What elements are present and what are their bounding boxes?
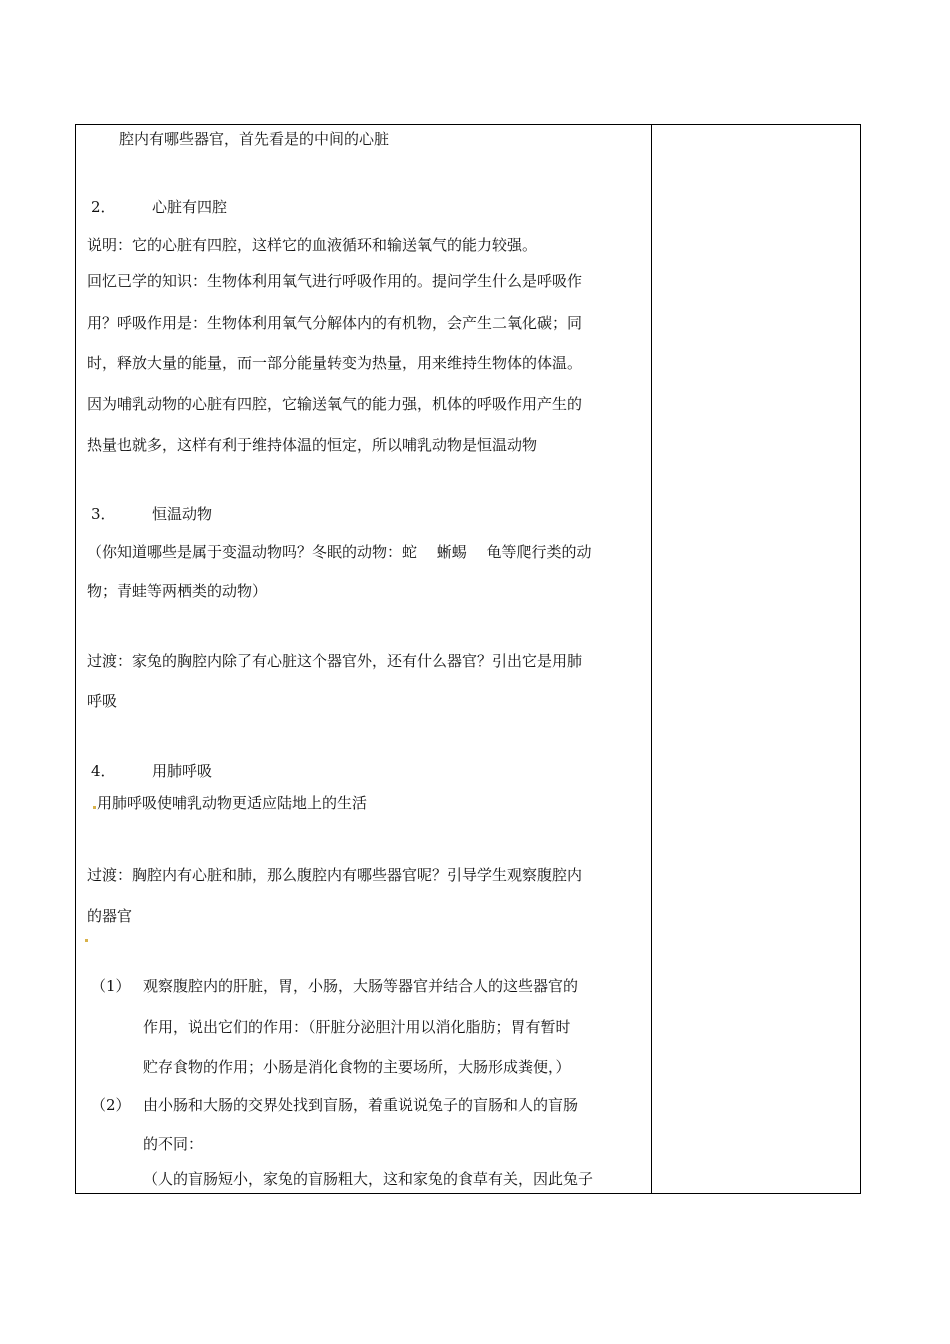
item-number: 2． [91, 198, 116, 216]
text-line: 呼吸 [87, 692, 118, 710]
text-line: （你知道哪些是属于变温动物吗？冬眠的动物：蛇 蜥蜴 龟等爬行类的动 [87, 543, 592, 561]
text-line: 观察腹腔内的肝脏，胃，小肠，大肠等器官并结合人的这些器官的 [143, 977, 579, 995]
text-line: 时，释放大量的能量，而一部分能量转变为热量，用来维持生物体的体温。 [87, 354, 583, 372]
text-line: 的不同： [143, 1135, 204, 1153]
text-line: 说明：它的心脏有四腔，这样它的血液循环和输送氧气的能力较强。 [87, 236, 538, 254]
content-table [75, 124, 861, 1194]
text-line: 回忆已学的知识：生物体利用氧气进行呼吸作用的。提问学生什么是呼吸作 [87, 272, 583, 290]
text-line: 用？呼吸作用是：生物体利用氧气分解体内的有机物，会产生二氧化碳；同 [87, 314, 583, 332]
column-divider [651, 125, 652, 1193]
text-line: 物；青蛙等两栖类的动物） [87, 582, 268, 600]
stray-mark [85, 939, 88, 942]
section-heading: 恒温动物 [152, 505, 213, 523]
item-number: 4． [91, 762, 116, 780]
section-heading: 用肺呼吸 [152, 762, 213, 780]
item-number: （1） [91, 977, 131, 995]
text-line: （人的盲肠短小，家兔的盲肠粗大，这和家兔的食草有关，因此兔子 [143, 1170, 594, 1188]
text-line: 过渡：胸腔内有心脏和肺，那么腹腔内有哪些器官呢？引导学生观察腹腔内 [87, 866, 583, 884]
stray-mark [93, 806, 96, 809]
section-heading: 心脏有四腔 [152, 198, 228, 216]
text-line: 腔内有哪些器官，首先看是的中间的心脏 [119, 130, 390, 148]
text-line: 热量也就多，这样有利于维持体温的恒定，所以哺乳动物是恒温动物 [87, 436, 538, 454]
text-line: 因为哺乳动物的心脏有四腔，它输送氧气的能力强，机体的呼吸作用产生的 [87, 395, 583, 413]
text-line: 过渡：家兔的胸腔内除了有心脏这个器官外，还有什么器官？引出它是用肺 [87, 652, 583, 670]
text-line: 作用，说出它们的作用：（肝脏分泌胆汁用以消化脂肪；胃有暂时 [143, 1018, 571, 1036]
item-number: （2） [91, 1096, 131, 1114]
main-column [76, 125, 651, 1193]
text-line: 的器官 [87, 907, 133, 925]
item-number: 3． [91, 505, 116, 523]
text-line: 由小肠和大肠的交界处找到盲肠，着重说说兔子的盲肠和人的盲肠 [143, 1096, 579, 1114]
text-line: 用肺呼吸使哺乳动物更适应陆地上的生活 [97, 794, 368, 812]
text-line: 贮存食物的作用；小肠是消化食物的主要场所，大肠形成粪便，） [143, 1058, 571, 1076]
